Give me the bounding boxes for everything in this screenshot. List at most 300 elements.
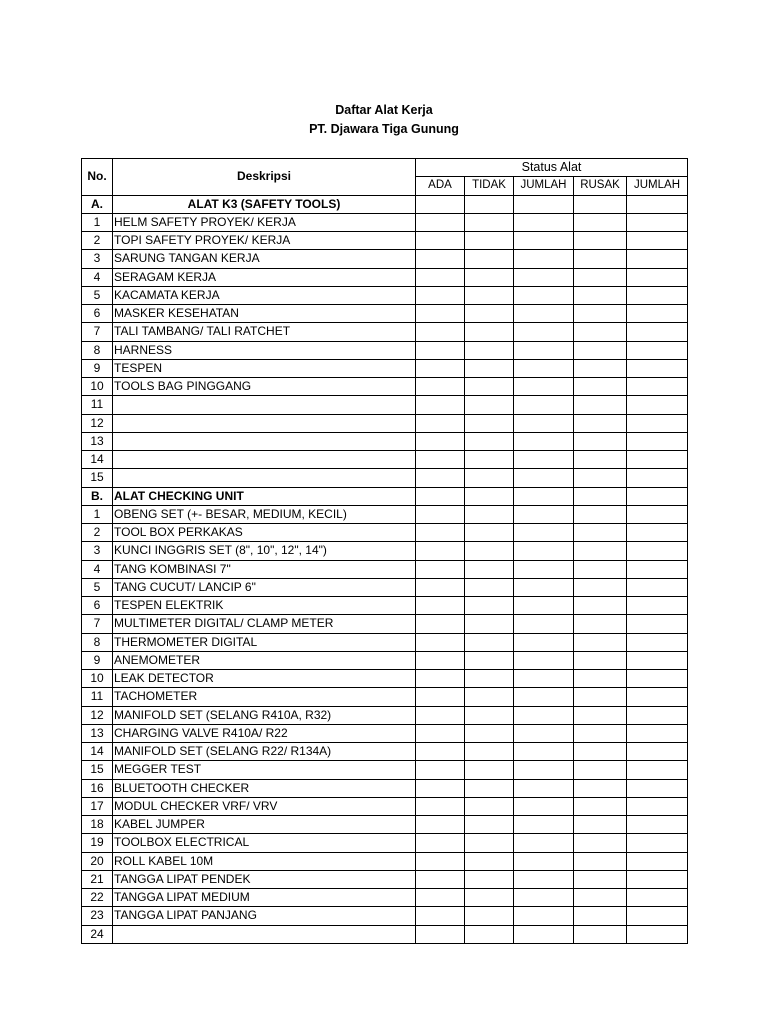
section-title: ALAT K3 (SAFETY TOOLS)	[113, 195, 416, 213]
status-rusak-cell	[574, 378, 627, 396]
table-row	[82, 852, 688, 870]
status-ada-cell	[416, 797, 465, 815]
status-jumlah-rusak-cell	[627, 250, 688, 268]
status-jumlah-rusak-cell	[627, 816, 688, 834]
status-jumlah-rusak-cell	[627, 213, 688, 231]
row-description: LEAK DETECTOR	[113, 670, 416, 688]
row-description: SERAGAM KERJA	[113, 268, 416, 286]
status-jumlah-cell	[514, 907, 574, 925]
table-row	[82, 414, 688, 432]
table-row	[82, 779, 688, 797]
document-subtitle: PT. Djawara Tiga Gunung	[309, 122, 459, 136]
status-jumlah-rusak-cell	[627, 670, 688, 688]
row-number: 21	[82, 870, 113, 888]
status-ada-cell	[416, 597, 465, 615]
row-description: TOOLBOX ELECTRICAL	[113, 834, 416, 852]
status-jumlah-cell	[514, 323, 574, 341]
status-jumlah-cell	[514, 797, 574, 815]
status-tidak-cell	[465, 524, 514, 542]
status-rusak-cell	[574, 779, 627, 797]
row-description: TANG CUCUT/ LANCIP 6"	[113, 578, 416, 596]
status-ada-cell	[416, 232, 465, 250]
status-jumlah-cell	[514, 487, 574, 505]
document-title: Daftar Alat Kerja	[335, 103, 433, 117]
status-jumlah-rusak-cell	[627, 761, 688, 779]
status-tidak-cell	[465, 359, 514, 377]
status-jumlah-rusak-cell	[627, 505, 688, 523]
status-rusak-cell	[574, 870, 627, 888]
status-rusak-cell	[574, 816, 627, 834]
row-description: MULTIMETER DIGITAL/ CLAMP METER	[113, 615, 416, 633]
status-jumlah-rusak-cell	[627, 925, 688, 943]
status-rusak-cell	[574, 743, 627, 761]
row-number: 8	[82, 341, 113, 359]
status-rusak-cell	[574, 323, 627, 341]
table-row	[82, 816, 688, 834]
row-description: MASKER KESEHATAN	[113, 305, 416, 323]
status-rusak-cell	[574, 852, 627, 870]
row-number: 1	[82, 505, 113, 523]
status-tidak-cell	[465, 615, 514, 633]
status-jumlah-rusak-cell	[627, 615, 688, 633]
status-ada-cell	[416, 524, 465, 542]
status-jumlah-cell	[514, 761, 574, 779]
status-jumlah-cell	[514, 542, 574, 560]
status-rusak-cell	[574, 889, 627, 907]
status-rusak-cell	[574, 487, 627, 505]
row-number: 7	[82, 615, 113, 633]
row-number: 12	[82, 706, 113, 724]
status-jumlah-rusak-cell	[627, 834, 688, 852]
header-status-jumlah: JUMLAH	[514, 177, 574, 195]
table-row	[82, 323, 688, 341]
status-jumlah-rusak-cell	[627, 743, 688, 761]
status-ada-cell	[416, 305, 465, 323]
header-no: No.	[82, 159, 113, 196]
status-jumlah-rusak-cell	[627, 396, 688, 414]
status-ada-cell	[416, 487, 465, 505]
status-rusak-cell	[574, 469, 627, 487]
status-rusak-cell	[574, 797, 627, 815]
status-ada-cell	[416, 341, 465, 359]
row-description: THERMOMETER DIGITAL	[113, 633, 416, 651]
status-ada-cell	[416, 724, 465, 742]
row-number: 10	[82, 670, 113, 688]
status-jumlah-rusak-cell	[627, 341, 688, 359]
status-ada-cell	[416, 743, 465, 761]
table-row	[82, 670, 688, 688]
status-jumlah-cell	[514, 250, 574, 268]
row-description: TOPI SAFETY PROYEK/ KERJA	[113, 232, 416, 250]
status-tidak-cell	[465, 761, 514, 779]
status-tidak-cell	[465, 378, 514, 396]
status-tidak-cell	[465, 469, 514, 487]
row-description	[113, 925, 416, 943]
status-jumlah-cell	[514, 213, 574, 231]
status-ada-cell	[416, 432, 465, 450]
status-jumlah-cell	[514, 469, 574, 487]
row-description: MANIFOLD SET (SELANG R22/ R134A)	[113, 743, 416, 761]
status-jumlah-cell	[514, 724, 574, 742]
row-description: TESPEN	[113, 359, 416, 377]
header-description: Deskripsi	[113, 159, 416, 196]
row-description: TANG KOMBINASI 7"	[113, 560, 416, 578]
status-jumlah-rusak-cell	[627, 451, 688, 469]
row-number: 23	[82, 907, 113, 925]
status-rusak-cell	[574, 451, 627, 469]
status-tidak-cell	[465, 341, 514, 359]
status-rusak-cell	[574, 651, 627, 669]
status-ada-cell	[416, 542, 465, 560]
row-description: ANEMOMETER	[113, 651, 416, 669]
table-row	[82, 615, 688, 633]
status-tidak-cell	[465, 834, 514, 852]
status-tidak-cell	[465, 578, 514, 596]
table-row	[82, 268, 688, 286]
status-rusak-cell	[574, 633, 627, 651]
status-tidak-cell	[465, 305, 514, 323]
status-tidak-cell	[465, 779, 514, 797]
row-number: 13	[82, 724, 113, 742]
status-rusak-cell	[574, 524, 627, 542]
table-row	[82, 761, 688, 779]
row-number: 14	[82, 743, 113, 761]
status-ada-cell	[416, 396, 465, 414]
row-number: 11	[82, 688, 113, 706]
row-number: 2	[82, 232, 113, 250]
table-row	[82, 688, 688, 706]
status-tidak-cell	[465, 195, 514, 213]
table-row	[82, 925, 688, 943]
status-tidak-cell	[465, 670, 514, 688]
row-description: TOOL BOX PERKAKAS	[113, 524, 416, 542]
status-jumlah-rusak-cell	[627, 597, 688, 615]
status-jumlah-cell	[514, 779, 574, 797]
status-jumlah-rusak-cell	[627, 286, 688, 304]
status-jumlah-cell	[514, 670, 574, 688]
status-jumlah-rusak-cell	[627, 487, 688, 505]
status-ada-cell	[416, 213, 465, 231]
table-row	[82, 305, 688, 323]
status-jumlah-cell	[514, 816, 574, 834]
status-jumlah-rusak-cell	[627, 907, 688, 925]
row-number: 5	[82, 578, 113, 596]
status-jumlah-cell	[514, 232, 574, 250]
row-number: 15	[82, 469, 113, 487]
status-jumlah-cell	[514, 688, 574, 706]
row-number: 1	[82, 213, 113, 231]
status-tidak-cell	[465, 870, 514, 888]
status-ada-cell	[416, 633, 465, 651]
row-description: MANIFOLD SET (SELANG R410A, R32)	[113, 706, 416, 724]
status-tidak-cell	[465, 724, 514, 742]
status-jumlah-cell	[514, 852, 574, 870]
status-tidak-cell	[465, 487, 514, 505]
status-ada-cell	[416, 414, 465, 432]
table-row	[82, 505, 688, 523]
status-rusak-cell	[574, 907, 627, 925]
section-header-row	[82, 487, 688, 505]
table-row	[82, 213, 688, 231]
table-row	[82, 889, 688, 907]
status-rusak-cell	[574, 396, 627, 414]
status-tidak-cell	[465, 542, 514, 560]
row-number: 3	[82, 250, 113, 268]
status-ada-cell	[416, 688, 465, 706]
status-jumlah-rusak-cell	[627, 706, 688, 724]
status-tidak-cell	[465, 414, 514, 432]
status-jumlah-cell	[514, 597, 574, 615]
status-ada-cell	[416, 706, 465, 724]
status-jumlah-rusak-cell	[627, 232, 688, 250]
row-number: 20	[82, 852, 113, 870]
row-number: 15	[82, 761, 113, 779]
status-jumlah-cell	[514, 286, 574, 304]
status-rusak-cell	[574, 359, 627, 377]
tool-checklist-table	[81, 158, 688, 944]
status-ada-cell	[416, 378, 465, 396]
status-jumlah-rusak-cell	[627, 359, 688, 377]
status-jumlah-cell	[514, 341, 574, 359]
table-row	[82, 359, 688, 377]
header-status-tidak: TIDAK	[465, 177, 514, 195]
header-status-rusak: RUSAK	[574, 177, 627, 195]
status-jumlah-rusak-cell	[627, 889, 688, 907]
status-jumlah-rusak-cell	[627, 633, 688, 651]
status-rusak-cell	[574, 286, 627, 304]
status-rusak-cell	[574, 268, 627, 286]
status-jumlah-rusak-cell	[627, 852, 688, 870]
status-jumlah-rusak-cell	[627, 560, 688, 578]
status-jumlah-rusak-cell	[627, 195, 688, 213]
status-tidak-cell	[465, 505, 514, 523]
row-number: 14	[82, 451, 113, 469]
status-tidak-cell	[465, 432, 514, 450]
row-number: 4	[82, 268, 113, 286]
section-header-row	[82, 195, 688, 213]
status-tidak-cell	[465, 706, 514, 724]
status-jumlah-rusak-cell	[627, 651, 688, 669]
status-tidak-cell	[465, 268, 514, 286]
status-tidak-cell	[465, 232, 514, 250]
row-number: 19	[82, 834, 113, 852]
table-row	[82, 451, 688, 469]
status-rusak-cell	[574, 432, 627, 450]
row-number: 6	[82, 597, 113, 615]
header-status-ada: ADA	[416, 177, 465, 195]
header-status-alat: Status Alat	[416, 159, 688, 177]
status-jumlah-rusak-cell	[627, 469, 688, 487]
row-number: 9	[82, 359, 113, 377]
status-tidak-cell	[465, 797, 514, 815]
status-rusak-cell	[574, 414, 627, 432]
status-jumlah-rusak-cell	[627, 414, 688, 432]
row-number: 18	[82, 816, 113, 834]
status-ada-cell	[416, 907, 465, 925]
row-description: HARNESS	[113, 341, 416, 359]
table-row	[82, 633, 688, 651]
table-row	[82, 232, 688, 250]
status-jumlah-rusak-cell	[627, 305, 688, 323]
row-description: KUNCI INGGRIS SET (8", 10", 12", 14")	[113, 542, 416, 560]
status-jumlah-rusak-cell	[627, 268, 688, 286]
status-ada-cell	[416, 195, 465, 213]
status-ada-cell	[416, 286, 465, 304]
row-number: 17	[82, 797, 113, 815]
row-description	[113, 451, 416, 469]
status-rusak-cell	[574, 688, 627, 706]
status-jumlah-cell	[514, 378, 574, 396]
status-jumlah-cell	[514, 524, 574, 542]
section-code: A.	[82, 195, 113, 213]
table-row	[82, 597, 688, 615]
row-description: OBENG SET (+- BESAR, MEDIUM, KECIL)	[113, 505, 416, 523]
status-jumlah-cell	[514, 615, 574, 633]
status-jumlah-cell	[514, 560, 574, 578]
table-row	[82, 578, 688, 596]
row-number: 22	[82, 889, 113, 907]
status-tidak-cell	[465, 597, 514, 615]
status-ada-cell	[416, 615, 465, 633]
section-code: B.	[82, 487, 113, 505]
table-row	[82, 560, 688, 578]
row-number: 24	[82, 925, 113, 943]
row-description: KABEL JUMPER	[113, 816, 416, 834]
status-jumlah-rusak-cell	[627, 578, 688, 596]
table-row	[82, 469, 688, 487]
table-row	[82, 743, 688, 761]
status-tidak-cell	[465, 250, 514, 268]
table-row	[82, 834, 688, 852]
status-rusak-cell	[574, 232, 627, 250]
status-rusak-cell	[574, 724, 627, 742]
status-ada-cell	[416, 870, 465, 888]
row-description	[113, 414, 416, 432]
status-jumlah-rusak-cell	[627, 378, 688, 396]
table-row	[82, 907, 688, 925]
status-jumlah-cell	[514, 195, 574, 213]
status-jumlah-rusak-cell	[627, 432, 688, 450]
status-rusak-cell	[574, 213, 627, 231]
status-tidak-cell	[465, 323, 514, 341]
status-tidak-cell	[465, 925, 514, 943]
status-rusak-cell	[574, 542, 627, 560]
status-ada-cell	[416, 761, 465, 779]
status-jumlah-cell	[514, 706, 574, 724]
status-jumlah-cell	[514, 651, 574, 669]
status-jumlah-cell	[514, 432, 574, 450]
status-jumlah-cell	[514, 834, 574, 852]
status-rusak-cell	[574, 834, 627, 852]
status-ada-cell	[416, 323, 465, 341]
table-row	[82, 870, 688, 888]
status-rusak-cell	[574, 615, 627, 633]
status-jumlah-rusak-cell	[627, 779, 688, 797]
row-description	[113, 469, 416, 487]
status-rusak-cell	[574, 925, 627, 943]
status-ada-cell	[416, 469, 465, 487]
status-tidak-cell	[465, 688, 514, 706]
status-ada-cell	[416, 505, 465, 523]
row-description: ROLL KABEL 10M	[113, 852, 416, 870]
table-row	[82, 651, 688, 669]
status-rusak-cell	[574, 305, 627, 323]
status-rusak-cell	[574, 578, 627, 596]
table-row	[82, 250, 688, 268]
row-description: TACHOMETER	[113, 688, 416, 706]
status-jumlah-rusak-cell	[627, 724, 688, 742]
row-description	[113, 432, 416, 450]
row-description: TANGGA LIPAT PANJANG	[113, 907, 416, 925]
status-rusak-cell	[574, 560, 627, 578]
status-jumlah-rusak-cell	[627, 524, 688, 542]
row-number: 2	[82, 524, 113, 542]
status-jumlah-cell	[514, 396, 574, 414]
status-jumlah-cell	[514, 505, 574, 523]
status-ada-cell	[416, 779, 465, 797]
status-tidak-cell	[465, 213, 514, 231]
table-body	[82, 195, 688, 943]
status-jumlah-cell	[514, 414, 574, 432]
status-ada-cell	[416, 670, 465, 688]
status-ada-cell	[416, 816, 465, 834]
status-jumlah-rusak-cell	[627, 323, 688, 341]
status-ada-cell	[416, 250, 465, 268]
status-rusak-cell	[574, 250, 627, 268]
status-rusak-cell	[574, 341, 627, 359]
table-row	[82, 341, 688, 359]
status-tidak-cell	[465, 889, 514, 907]
table-row	[82, 542, 688, 560]
row-number: 16	[82, 779, 113, 797]
status-rusak-cell	[574, 670, 627, 688]
status-rusak-cell	[574, 706, 627, 724]
row-number: 9	[82, 651, 113, 669]
status-tidak-cell	[465, 816, 514, 834]
row-description: KACAMATA KERJA	[113, 286, 416, 304]
row-description	[113, 396, 416, 414]
table-row	[82, 724, 688, 742]
row-description: TESPEN ELEKTRIK	[113, 597, 416, 615]
row-description: MEGGER TEST	[113, 761, 416, 779]
status-jumlah-cell	[514, 305, 574, 323]
row-number: 5	[82, 286, 113, 304]
status-jumlah-cell	[514, 870, 574, 888]
table-row	[82, 396, 688, 414]
row-number: 6	[82, 305, 113, 323]
status-ada-cell	[416, 651, 465, 669]
status-jumlah-rusak-cell	[627, 797, 688, 815]
status-ada-cell	[416, 560, 465, 578]
status-tidak-cell	[465, 396, 514, 414]
status-jumlah-cell	[514, 743, 574, 761]
status-tidak-cell	[465, 560, 514, 578]
row-description: TANGGA LIPAT PENDEK	[113, 870, 416, 888]
status-ada-cell	[416, 852, 465, 870]
status-ada-cell	[416, 451, 465, 469]
status-tidak-cell	[465, 743, 514, 761]
status-tidak-cell	[465, 852, 514, 870]
status-jumlah-cell	[514, 889, 574, 907]
status-rusak-cell	[574, 761, 627, 779]
status-ada-cell	[416, 834, 465, 852]
status-ada-cell	[416, 359, 465, 377]
status-jumlah-rusak-cell	[627, 542, 688, 560]
status-jumlah-cell	[514, 451, 574, 469]
row-number: 11	[82, 396, 113, 414]
row-description: TOOLS BAG PINGGANG	[113, 378, 416, 396]
status-rusak-cell	[574, 505, 627, 523]
